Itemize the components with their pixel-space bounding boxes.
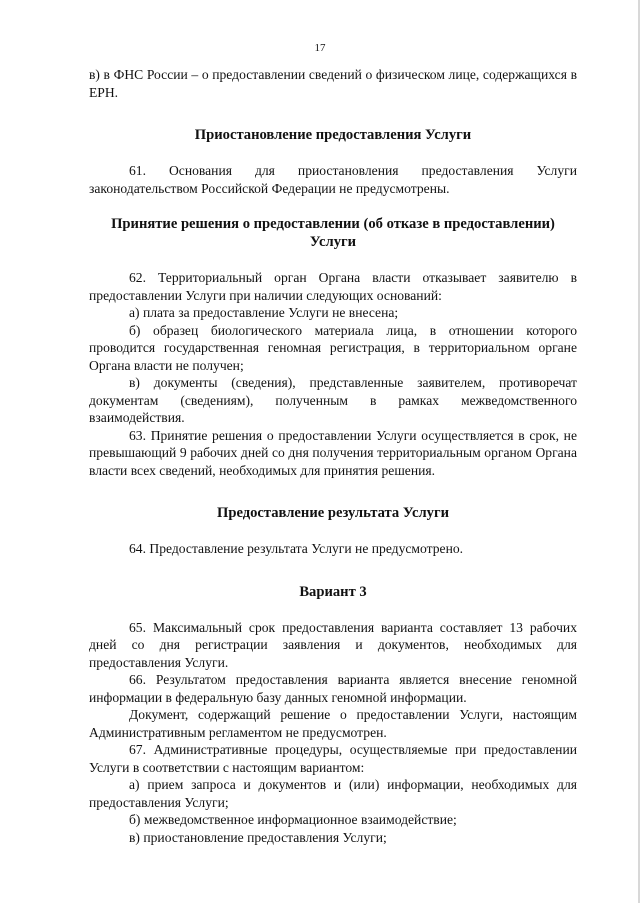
page-number: 17 [314, 42, 326, 54]
paragraph: Документ, содержащий решение о предоставлении Услуги, настоящим Административным регламентом не предусмотрен. [89, 707, 577, 740]
section-heading: Принятие решения о предоставлении (об отказе в предоставлении) Услуги [111, 216, 555, 250]
paragraph: б) образец биологического материала лица, в отношении которого проводится государственная геномная регистрация, в территориальном органе Органа власти не получен; [89, 322, 577, 373]
section-heading: Вариант 3 [299, 583, 367, 600]
section-heading: Приостановление предоставления Услуги [194, 127, 472, 143]
paragraph: 62. Территориальный орган Органа власти отказывает заявителю в предоставлении Услуги при наличии следующих оснований: [89, 270, 577, 303]
paragraph: 63. Принятие решения о предоставлении Услуги осуществляется в срок, не превышающий 9 рабочих дней со дня получения территориальным органом Органа власти всех сведений, необходимых для принятия решения. [89, 427, 577, 478]
document-body [89, 66, 577, 846]
section-heading: Предоставление результата Услуги [217, 505, 449, 521]
paragraph: б) межведомственное информационное взаимодействие; [129, 812, 457, 827]
paragraph: 67. Административные процедуры, осуществляемые при предоставлении Услуги в соответствии с настоящим вариантом: [89, 742, 577, 775]
spacer [89, 251, 577, 269]
spacer [89, 479, 577, 504]
paragraph: 65. Максимальный срок предоставления варианта составляет 13 рабочих дней со дня регистрации заявления и документов, необходимых для предоставления Услуги. [89, 619, 577, 670]
spacer [89, 522, 577, 540]
spacer [89, 601, 577, 619]
paragraph: 64. Предоставление результата Услуги не предусмотрено. [129, 541, 464, 556]
paragraph: в) приостановление предоставления Услуги; [129, 829, 387, 845]
spacer [89, 558, 577, 583]
paragraph: а) плата за предоставление Услуги не внесена; [129, 305, 399, 320]
paragraph: 66. Результатом предоставления варианта является внесение геномной информации в федеральную базу данных геномной информации. [89, 672, 577, 705]
paragraph: 61. Основания для приостановления предоставления Услуги законодательством Российской Федерации не предусмотрены. [89, 163, 577, 196]
spacer [89, 101, 577, 126]
paragraph: в) в ФНС России – о предоставлении сведений о физическом лице, содержащихся в ЕРН. [89, 67, 577, 100]
spacer [89, 197, 577, 215]
paragraph: в) документы (сведения), представленные заявителем, противоречат документам (сведениям), полученным в рамках межведомственного взаимодействия. [89, 375, 577, 425]
spacer [89, 144, 577, 162]
paragraph: а) прием запроса и документов и (или) информации, необходимых для предоставления Услуги; [89, 777, 577, 810]
